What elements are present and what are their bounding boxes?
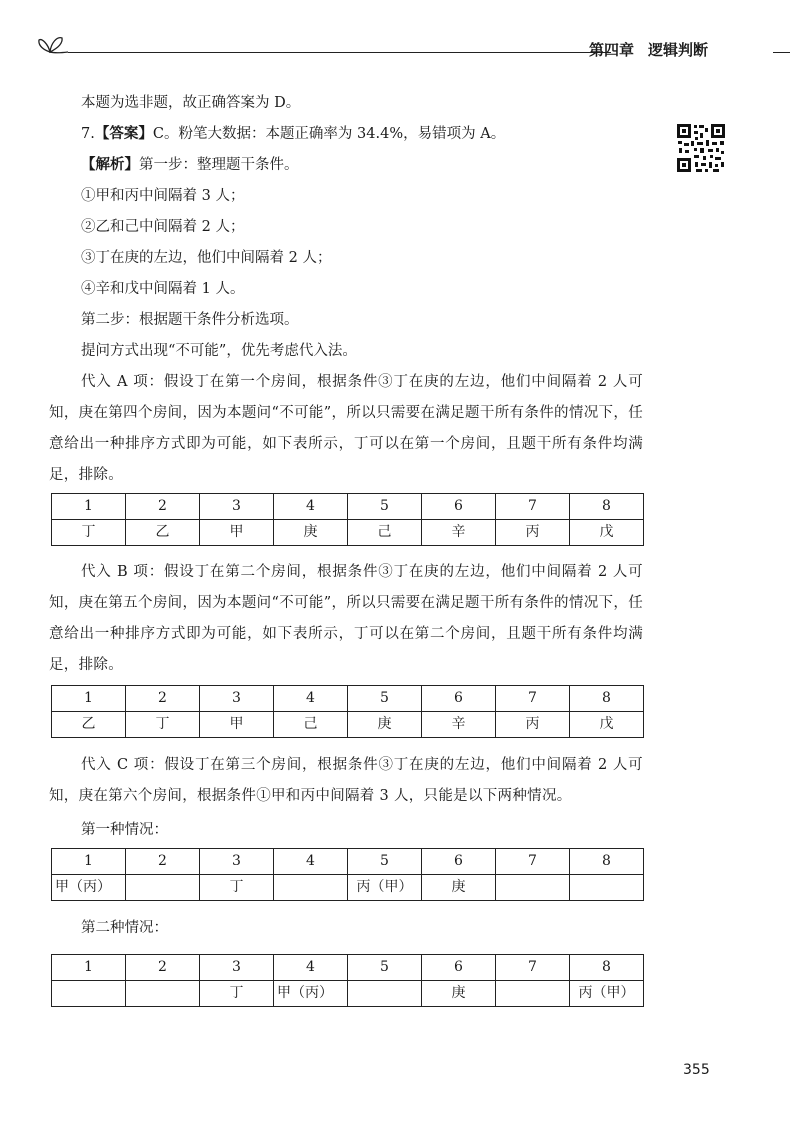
table-b-cell: 丁 <box>126 712 200 738</box>
table-c1-cell: 丁 <box>200 875 274 901</box>
table-a-header-row <box>52 494 644 520</box>
table-a-cell: 丁 <box>52 520 126 546</box>
table-c2-cell: 庚 <box>422 981 496 1007</box>
table-b-header-cell: 5 <box>348 686 422 712</box>
table-a-cell: 辛 <box>422 520 496 546</box>
answer-text: C。粉笔大数据：本题正确率为 34.4%，易错项为 A。 <box>152 126 506 142</box>
question-number: 7. <box>81 126 95 142</box>
table-a-cell: 己 <box>348 520 422 546</box>
table-a-header-cell: 2 <box>126 494 200 520</box>
table-c1-header-cell: 6 <box>422 849 496 875</box>
table-b-header-cell: 4 <box>274 686 348 712</box>
table-option-b <box>51 685 644 738</box>
table-option-a <box>51 493 644 546</box>
page-header <box>38 30 790 60</box>
table-a-cell: 丙 <box>496 520 570 546</box>
table-a-row <box>52 520 644 546</box>
table-a-header-cell: 3 <box>200 494 274 520</box>
table-c2-row <box>52 981 644 1007</box>
table-c2-header-row <box>52 955 644 981</box>
table-b-header-cell: 2 <box>126 686 200 712</box>
chapter-heading <box>589 39 708 60</box>
answer-tag: 【答案】 <box>94 126 153 142</box>
table-b-cell: 庚 <box>348 712 422 738</box>
option-b-paragraph: 代入 B 项：假设丁在第二个房间，根据条件③丁在庚的左边，他们中间隔着 2 人可知，庚在第五个房间，因为本题问“不可能”，所以只需要在满足题干所有条件的情况下，任意给出一种排序方式即为可能，如下表所示，丁可以在第二个房间，且题干所有条件均满足，排除。 <box>49 564 643 673</box>
table-c1-header-cell: 1 <box>52 849 126 875</box>
answer-line-7 <box>49 119 649 150</box>
table-b-header-cell: 1 <box>52 686 126 712</box>
table-a-header-cell: 1 <box>52 494 126 520</box>
sprout-icon <box>38 30 72 56</box>
condition-2: ②乙和己中间隔着 2 人； <box>81 219 245 235</box>
table-a-cell: 庚 <box>274 520 348 546</box>
table-case-1 <box>51 848 644 901</box>
table-b-header-cell: 3 <box>200 686 274 712</box>
page-number: 355 <box>683 1062 710 1078</box>
step-2: 第二步：根据题干条件分析选项。 <box>81 312 299 328</box>
table-a-header-cell: 7 <box>496 494 570 520</box>
table-c2-cell: 丙（甲） <box>570 981 644 1007</box>
table-c2-header-cell: 3 <box>200 955 274 981</box>
table-a-header-cell: 6 <box>422 494 496 520</box>
table-b-cell: 丙 <box>496 712 570 738</box>
chapter-title: 逻辑判断 <box>648 41 709 59</box>
table-b-cell: 甲 <box>200 712 274 738</box>
table-c2-cell: 甲（丙） <box>274 981 348 1007</box>
table-c2-header-cell: 5 <box>348 955 422 981</box>
table-c2-header-cell: 1 <box>52 955 126 981</box>
table-a-header-cell: 4 <box>274 494 348 520</box>
table-c1-header-cell: 8 <box>570 849 644 875</box>
table-c1-header-cell: 4 <box>274 849 348 875</box>
table-c2-header-cell: 2 <box>126 955 200 981</box>
table-b-header-cell: 6 <box>422 686 496 712</box>
answer-line-6: 本题为选非题，故正确答案为 D。 <box>81 95 301 111</box>
table-b-header-row <box>52 686 644 712</box>
table-c1-header-cell: 7 <box>496 849 570 875</box>
table-a-cell: 乙 <box>126 520 200 546</box>
table-b-row <box>52 712 644 738</box>
table-a-header-cell: 8 <box>570 494 644 520</box>
table-b-cell: 辛 <box>422 712 496 738</box>
table-c1-cell: 丙（甲） <box>348 875 422 901</box>
table-c2-header-cell: 7 <box>496 955 570 981</box>
table-c2-header-cell: 6 <box>422 955 496 981</box>
table-c1-cell <box>496 875 570 901</box>
table-case-2 <box>51 954 644 1007</box>
table-c1-cell <box>274 875 348 901</box>
header-rule-left <box>68 52 611 53</box>
table-c1-header-cell: 5 <box>348 849 422 875</box>
analysis-tag: 【解析】 <box>81 157 139 173</box>
condition-1: ①甲和丙中间隔着 3 人； <box>81 188 245 204</box>
table-a-header-cell: 5 <box>348 494 422 520</box>
table-c2-header-cell: 8 <box>570 955 644 981</box>
table-a-cell: 戊 <box>570 520 644 546</box>
analysis-step1: 第一步：整理题干条件。 <box>139 157 299 173</box>
table-c2-cell <box>126 981 200 1007</box>
case-2-block <box>49 913 649 944</box>
table-c1-header-cell: 2 <box>126 849 200 875</box>
method-note: 提问方式出现“不可能”，优先考虑代入法。 <box>81 343 357 359</box>
condition-4: ④辛和戊中间隔着 1 人。 <box>81 281 245 297</box>
option-b-block <box>49 557 649 681</box>
chapter-number: 第四章 <box>589 41 635 59</box>
table-c2-cell <box>52 981 126 1007</box>
table-c2-cell <box>496 981 570 1007</box>
table-b-cell: 戊 <box>570 712 644 738</box>
table-c2-cell <box>348 981 422 1007</box>
table-b-cell: 乙 <box>52 712 126 738</box>
page-content <box>49 88 649 367</box>
table-a-cell: 甲 <box>200 520 274 546</box>
table-c1-cell: 庚 <box>422 875 496 901</box>
table-c1-header-cell: 3 <box>200 849 274 875</box>
option-c-block <box>49 750 649 846</box>
table-c1-header-row <box>52 849 644 875</box>
option-c-paragraph: 代入 C 项：假设丁在第三个房间，根据条件③丁在庚的左边，他们中间隔着 2 人可知，庚在第六个房间，根据条件①甲和丙中间隔着 3 人，只能是以下两种情况。 <box>49 757 643 804</box>
header-rule-right <box>773 52 790 53</box>
table-b-cell: 己 <box>274 712 348 738</box>
analysis-line <box>49 150 649 181</box>
qr-code-icon <box>675 122 727 174</box>
table-c1-cell <box>570 875 644 901</box>
table-c1-row <box>52 875 644 901</box>
case-1-label: 第一种情况： <box>81 822 168 838</box>
table-c2-cell: 丁 <box>200 981 274 1007</box>
option-a-paragraph: 代入 A 项：假设丁在第一个房间，根据条件③丁在庚的左边，他们中间隔着 2 人可知，庚在第四个房间，因为本题问“不可能”，所以只需要在满足题干所有条件的情况下，任意给出一种排序方式即为可能，如下表所示，丁可以在第一个房间，且题干所有条件均满足，排除。 <box>49 374 643 483</box>
table-c1-cell <box>126 875 200 901</box>
condition-3: ③丁在庚的左边，他们中间隔着 2 人； <box>81 250 332 266</box>
option-a-block <box>49 367 649 491</box>
case-2-label: 第二种情况： <box>81 920 168 936</box>
table-b-header-cell: 8 <box>570 686 644 712</box>
table-c2-header-cell: 4 <box>274 955 348 981</box>
table-c1-cell: 甲（丙） <box>52 875 126 901</box>
table-b-header-cell: 7 <box>496 686 570 712</box>
